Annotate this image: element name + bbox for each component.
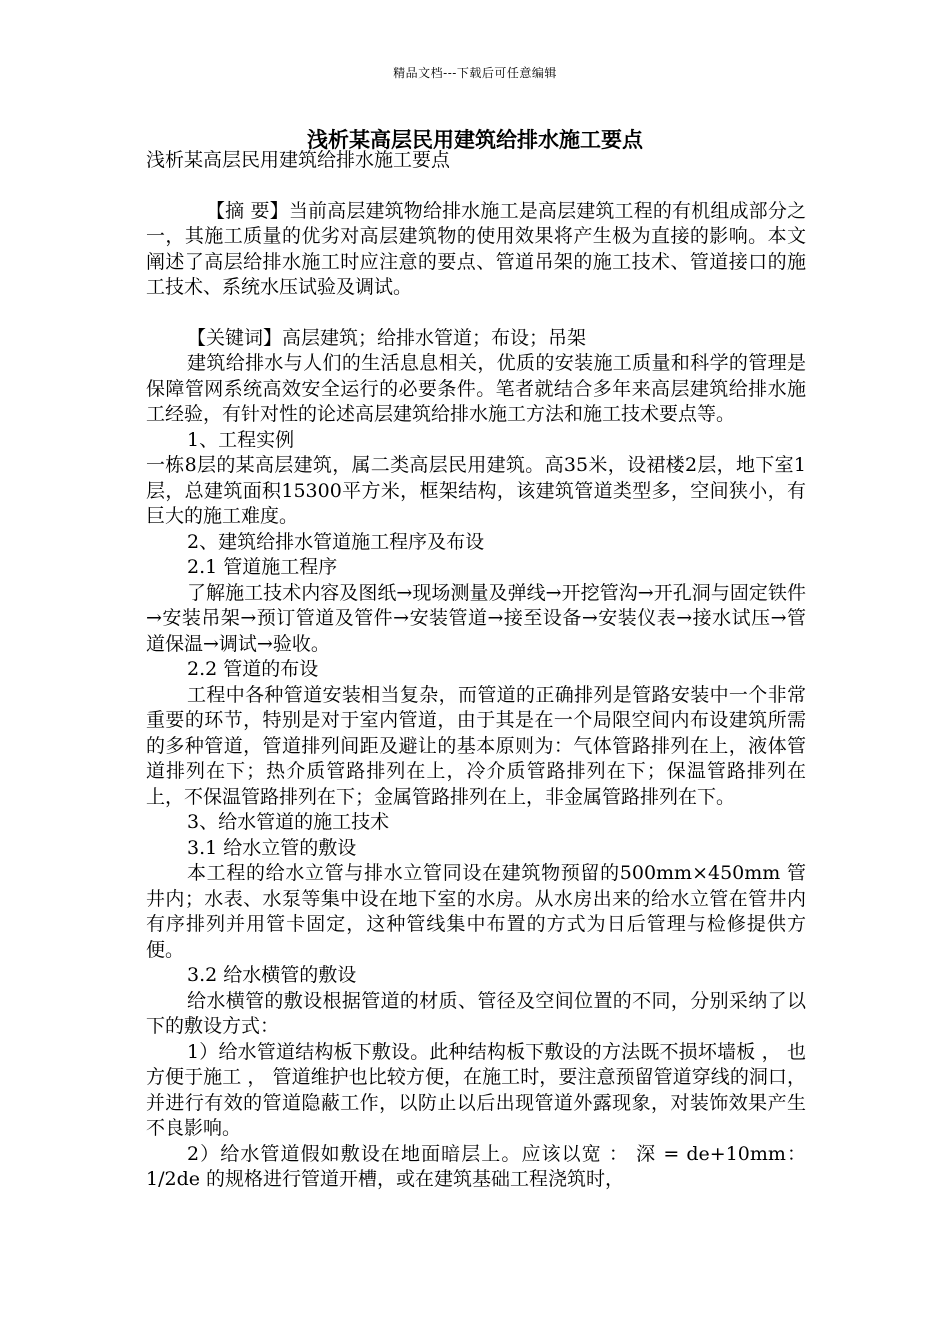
paragraph: 浅析某高层民用建筑给排水施工要点 [146,149,451,171]
document-body [146,148,806,1193]
paragraph: 1）给水管道结构板下敷设。此种结构板下敷设的方法既不损坏墙板 ， 也方便于施工 ， 管道维护也比较方便，在施工时，要注意预留管道穿线的洞口，并进行有效的管道隐蔽工作，以防止以后出现管道外露现象，对装饰效果产生不良影响。 [146,1040,806,1139]
blank-line [146,301,806,326]
paragraph: 3、给水管道的施工技术 [187,811,390,833]
paragraph: 3.2 给水横管的敷设 [187,964,357,986]
paragraph: 2）给水管道假如敷设在地面暗层上。应该以宽 ： 深 = de+10mm：1/2de 的规格进行管道开槽，或在建筑基础工程浇筑时， [146,1142,806,1190]
paragraph: 2.1 管道施工程序 [187,556,338,578]
blank-line [146,174,806,199]
paragraph: 工程中各种管道安装相当复杂，而管道的正确排列是管路安装中一个非常重要的环节，特别是对于室内管道，由于其是在一个局限空间内布设建筑所需的多种管道，管道排列间距及避让的基本原则为：气体管路排列在上，液体管道排列在下；热介质管路排列在上，冷介质管路排列在下；保温管路排列在上，不保温管路排列在下；金属管路排列在上，非金属管路排列在下。 [146,683,806,808]
paragraph: 一栋8层的某高层建筑，属二类高层民用建筑。高35米，设裙楼2层，地下室1层，总建筑面积15300平方米，框架结构，该建筑管道类型多，空间狭小，有巨大的施工难度。 [146,454,806,527]
paragraph: 2.2 管道的布设 [187,658,319,680]
paragraph: 1、工程实例 [187,428,295,451]
paragraph: 建筑给排水与人们的生活息息相关，优质的安装施工质量和科学的管理是保障管网系统高效安全运行的必要条件。笔者就结合多年来高层建筑给排水施工经验，有针对性的论述高层建筑给排水施工方法和施工技术要点等。 [146,352,806,425]
document-title: 浅析某高层民用建筑给排水施工要点 [307,127,643,152]
paragraph: 【关键词】高层建筑；给排水管道；布设；吊架 [187,326,587,349]
paragraph: 了解施工技术内容及图纸→现场测量及弹线→开挖管沟→开孔洞与固定铁件→安装吊架→预订管道及管件→安装管道→接至设备→安装仪表→接水试压→管道保温→调试→验收。 [146,581,806,655]
paragraph: 【摘 要】当前高层建筑物给排水施工是高层建筑工程的有机组成部分之一，其施工质量的优劣对高层建筑物的使用效果将产生极为直接的影响。本文阐述了高层给排水施工时应注意的要点、管道吊架的施工技术、管道接口的施工技术、系统水压试验及调试。 [146,199,806,298]
paragraph: 2、建筑给排水管道施工程序及布设 [187,530,485,553]
paragraph: 给水横管的敷设根据管道的材质、管径及空间位置的不同，分别采纳了以下的敷设方式： [146,989,806,1037]
paragraph: 本工程的给水立管与排水立管同设在建筑物预留的500mm×450mm 管井内；水表、水泵等集中设在地下室的水房。从水房出来的给水立管在管井内有序排列并用管卡固定，这种管线集中布置的方式为日后管理与检修提供方便。 [146,862,806,961]
paragraph: 3.1 给水立管的敷设 [187,836,357,859]
page-header: 精品文档---下载后可任意编辑 [393,66,557,80]
